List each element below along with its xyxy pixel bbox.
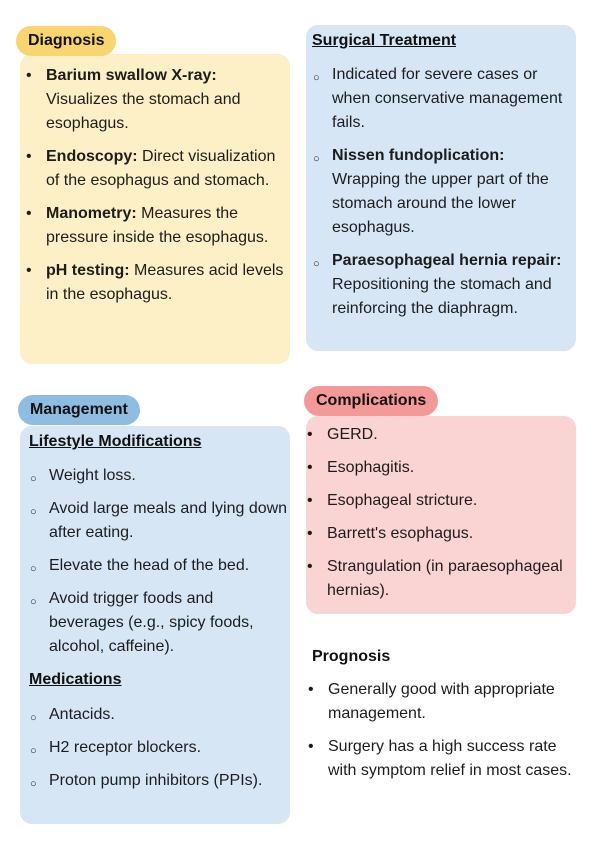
complications-list xyxy=(305,423,571,612)
diagnosis-list xyxy=(24,64,286,316)
item-text: Esophageal stricture. xyxy=(327,492,478,509)
circle-marker: ○ xyxy=(313,153,320,165)
list-item xyxy=(305,456,571,480)
item-desc: Measures the pressure inside the esophagus. xyxy=(46,205,269,246)
item-text: Avoid large meals and lying down after eating. xyxy=(49,500,288,541)
lifestyle-list xyxy=(27,464,289,668)
bullet-marker: • xyxy=(26,67,32,84)
list-item xyxy=(305,555,571,603)
list-item xyxy=(27,769,289,793)
item-text: Surgery has a high success rate with symptom relief in most cases. xyxy=(328,738,572,779)
circle-marker: ○ xyxy=(30,563,37,575)
item-text: Barrett's esophagus. xyxy=(327,525,474,542)
item-term: Manometry: xyxy=(46,205,137,222)
list-item xyxy=(27,554,289,578)
surgical-title: Surgical Treatment xyxy=(312,32,457,49)
item-desc: Direct visualization of the esophagus and stomach. xyxy=(46,148,276,189)
circle-marker: ○ xyxy=(30,778,37,790)
item-term: pH testing: xyxy=(46,262,130,279)
item-term: Nissen fundoplication: xyxy=(332,147,505,164)
circle-marker: ○ xyxy=(30,596,37,608)
circle-marker: ○ xyxy=(30,712,37,724)
item-text: GERD. xyxy=(327,426,378,443)
list-item xyxy=(310,144,572,240)
circle-marker: ○ xyxy=(313,72,320,84)
list-item xyxy=(310,63,572,135)
circle-marker: ○ xyxy=(313,258,320,270)
list-item xyxy=(27,703,289,727)
item-text: Esophagitis. xyxy=(327,459,415,476)
bullet-marker: • xyxy=(307,426,313,443)
list-item xyxy=(306,678,572,726)
item-text: Weight loss. xyxy=(49,467,136,484)
prognosis-title: Prognosis xyxy=(312,648,391,665)
item-text: Elevate the head of the bed. xyxy=(49,557,250,574)
list-item xyxy=(24,259,286,307)
item-text: Generally good with appropriate management. xyxy=(328,681,555,722)
list-item xyxy=(306,735,572,783)
list-item xyxy=(305,423,571,447)
item-term: Endoscopy: xyxy=(46,148,138,165)
item-desc: Indicated for severe cases or when conservative management fails. xyxy=(332,66,563,131)
list-item xyxy=(27,497,289,545)
prognosis-list xyxy=(306,678,572,792)
circle-marker: ○ xyxy=(30,473,37,485)
list-item xyxy=(24,202,286,250)
bullet-marker: • xyxy=(307,558,313,575)
diagnosis-title: Diagnosis xyxy=(16,26,116,56)
list-item xyxy=(27,736,289,760)
list-item xyxy=(24,64,286,136)
list-item xyxy=(27,464,289,488)
list-item xyxy=(27,587,289,659)
list-item xyxy=(310,249,572,321)
medications-title: Medications xyxy=(29,671,122,688)
item-term: Paraesophageal hernia repair: xyxy=(332,252,562,269)
item-term: Barium swallow X-ray: xyxy=(46,67,217,84)
management-title: Management xyxy=(18,395,140,425)
bullet-marker: • xyxy=(26,148,32,165)
item-text: Avoid trigger foods and beverages (e.g., spicy foods, alcohol, caffeine). xyxy=(49,590,254,655)
bullet-marker: • xyxy=(307,459,313,476)
bullet-marker: • xyxy=(307,492,313,509)
list-item xyxy=(305,489,571,513)
complications-title: Complications xyxy=(304,386,438,416)
bullet-marker: • xyxy=(26,205,32,222)
bullet-marker: • xyxy=(26,262,32,279)
item-text: Strangulation (in paraesophageal hernias). xyxy=(327,558,563,599)
list-item xyxy=(24,145,286,193)
item-desc: Repositioning the stomach and reinforcing the diaphragm. xyxy=(332,276,552,317)
circle-marker: ○ xyxy=(30,745,37,757)
bullet-marker: • xyxy=(308,738,314,755)
bullet-marker: • xyxy=(307,525,313,542)
item-desc: Wrapping the upper part of the stomach around the lower esophagus. xyxy=(332,171,549,236)
item-text: Proton pump inhibitors (PPIs). xyxy=(49,772,263,789)
circle-marker: ○ xyxy=(30,506,37,518)
lifestyle-title: Lifestyle Modifications xyxy=(29,433,202,450)
bullet-marker: • xyxy=(308,681,314,698)
list-item xyxy=(305,522,571,546)
medications-list xyxy=(27,703,289,802)
item-desc: Visualizes the stomach and esophagus. xyxy=(46,91,241,132)
surgical-list xyxy=(310,63,572,330)
item-desc: Measures acid levels in the esophagus. xyxy=(46,262,284,303)
item-text: H2 receptor blockers. xyxy=(49,739,202,756)
item-text: Antacids. xyxy=(49,706,115,723)
